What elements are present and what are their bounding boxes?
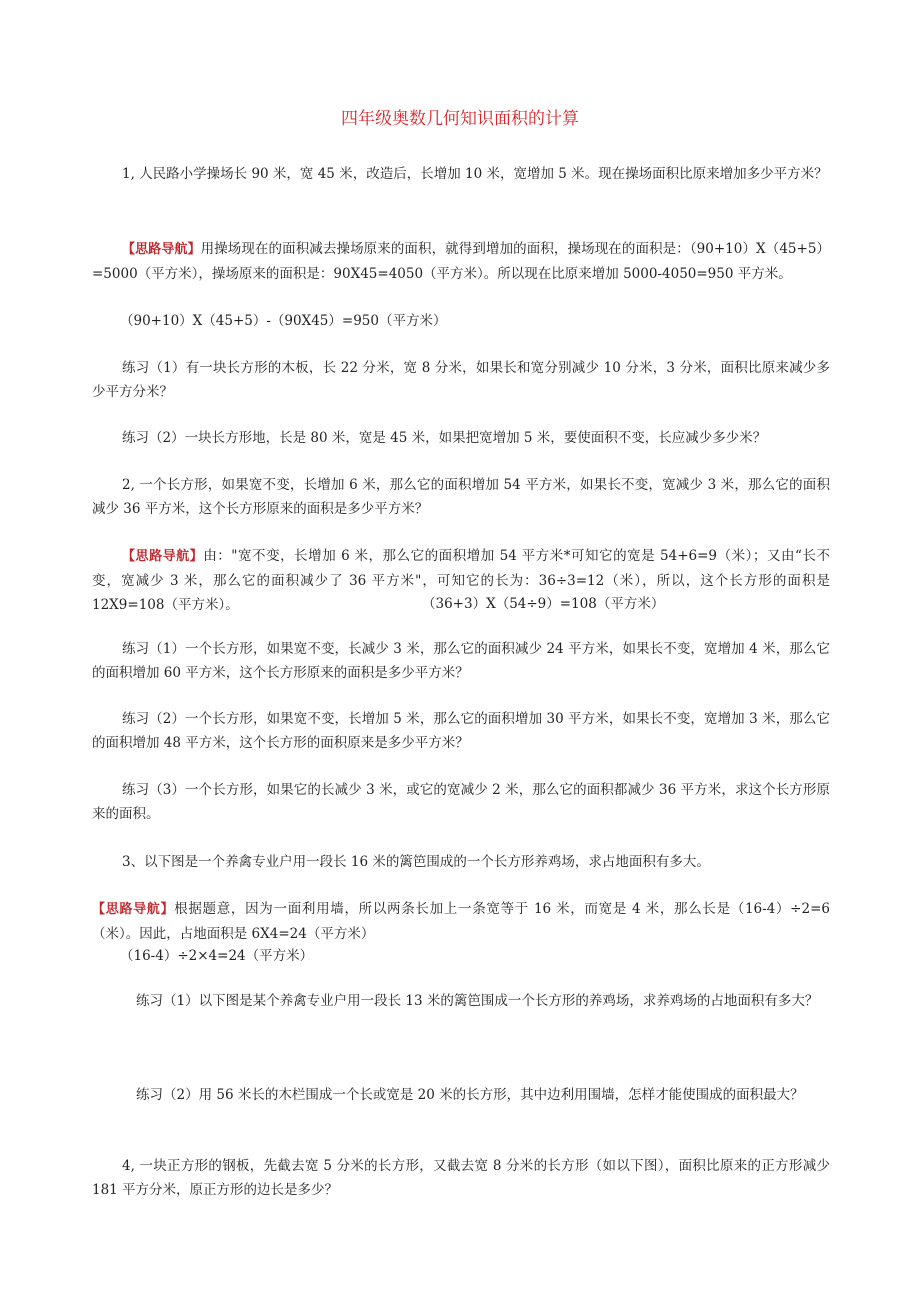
hint-text: 由："宽不变，长增加 6 米，那么它的面积增加 54 平方米*可知它的宽是 54+6=9（米）；又由“长不变，宽减少 3 米，那么它的面积减少了 36 平方米"，可知它的长为：36÷3=12（米），所以，这个长方形的面积是 12X9=108（平方米）。 <box>92 548 830 613</box>
hint-label: 【思路导航】 <box>92 902 175 917</box>
hint-text: 用操场现在的面积减去操场原来的面积，就得到增加的面积，操场现在的面积是：（90+10）X（45+5）=5000（平方米），操场原来的面积是：90X45=4050（平方米）。所以现在比原来增加 5000-4050=950 平方米。 <box>92 241 830 282</box>
formula-1: （90+10）X（45+5）-（90X45）=950（平方米） <box>120 313 447 329</box>
problem-3: 3、以下图是一个养禽专业户用一段长 16 米的篱笆围成的一个长方形养鸡场，求占地面积有多大。 <box>122 854 710 870</box>
exercise-2-2: 练习（2）一个长方形，如果宽不变，长增加 5 米，那么它的面积增加 30 平方米，如果长不变，宽增加 3 米，那么它的面积增加 48 平方米，这个长方形的面积原来是多少平方米？ <box>92 711 830 751</box>
exercise-3-2: 练习（2）用 56 米长的木栏围成一个长或宽是 20 米的长方形，其中边利用围墙，怎样才能使围成的面积最大？ <box>136 1087 804 1103</box>
exercise-2-3: 练习（3）一个长方形，如果它的长减少 3 米，或它的宽减少 2 米，那么它的面积都减少 36 平方米，求这个长方形原来的面积。 <box>92 782 830 822</box>
exercise-3-1: 练习（1）以下图是某个养禽专业户用一段长 13 米的篱笆围成一个长方形的养鸡场，求养鸡场的占地面积有多大？ <box>136 993 819 1009</box>
hint-label: 【思路导航】 <box>122 549 204 564</box>
problem-2: 2, 一个长方形，如果宽不变，长增加 6 米，那么它的面积增加 54 平方米，如果长不变，宽减少 3 米，那么它的面积减少 36 平方米，这个长方形原来的面积是多少平方米？ <box>92 477 830 517</box>
problem-4: 4, 一块正方形的钢板，先截去宽 5 分米的长方形，又截去宽 8 分米的长方形（如以下图），面积比原来的正方形减少 181 平方分米，原正方形的边长是多少？ <box>92 1158 830 1198</box>
exercise-2-1: 练习（1）一个长方形，如果宽不变，长减少 3 米，那么它的面积减少 24 平方米，如果长不变，宽增加 4 米，那么它的面积增加 60 平方米，这个长方形原来的面积是多少平方米？ <box>92 641 830 681</box>
formula-3: （16-4）÷2×4=24（平方米） <box>120 948 314 964</box>
exercise-1-1: 练习（1）有一块长方形的木板，长 22 分米，宽 8 分米，如果长和宽分别减少 10 分米，3 分米，面积比原来减少多少平方分米？ <box>92 360 830 400</box>
exercise-1-2: 练习（2）一块长方形地，长是 80 米，宽是 45 米，如果把宽增加 5 米，要使面积不变，长应减少多少米？ <box>122 430 767 446</box>
hint-1 <box>92 237 830 286</box>
document-title: 四年级奥数几何知识面积的计算 <box>341 109 579 129</box>
hint-text: 根据题意，因为一面利用墙，所以两条长加上一条宽等于 16 米，而宽是 4 米，那么长是（16-4）÷2=6（米）。因此，占地面积是 6X4=24（平方米） <box>92 901 830 942</box>
formula-2: （36+3）X（54÷9）=108（平方米） <box>422 596 665 612</box>
problem-1: 1, 人民路小学操场长 90 米，宽 45 米，改造后，长增加 10 米，宽增加 5 米。现在操场面积比原来增加多少平方米？ <box>122 166 828 182</box>
hint-label: 【思路导航】 <box>122 242 201 257</box>
hint-3 <box>92 897 830 946</box>
